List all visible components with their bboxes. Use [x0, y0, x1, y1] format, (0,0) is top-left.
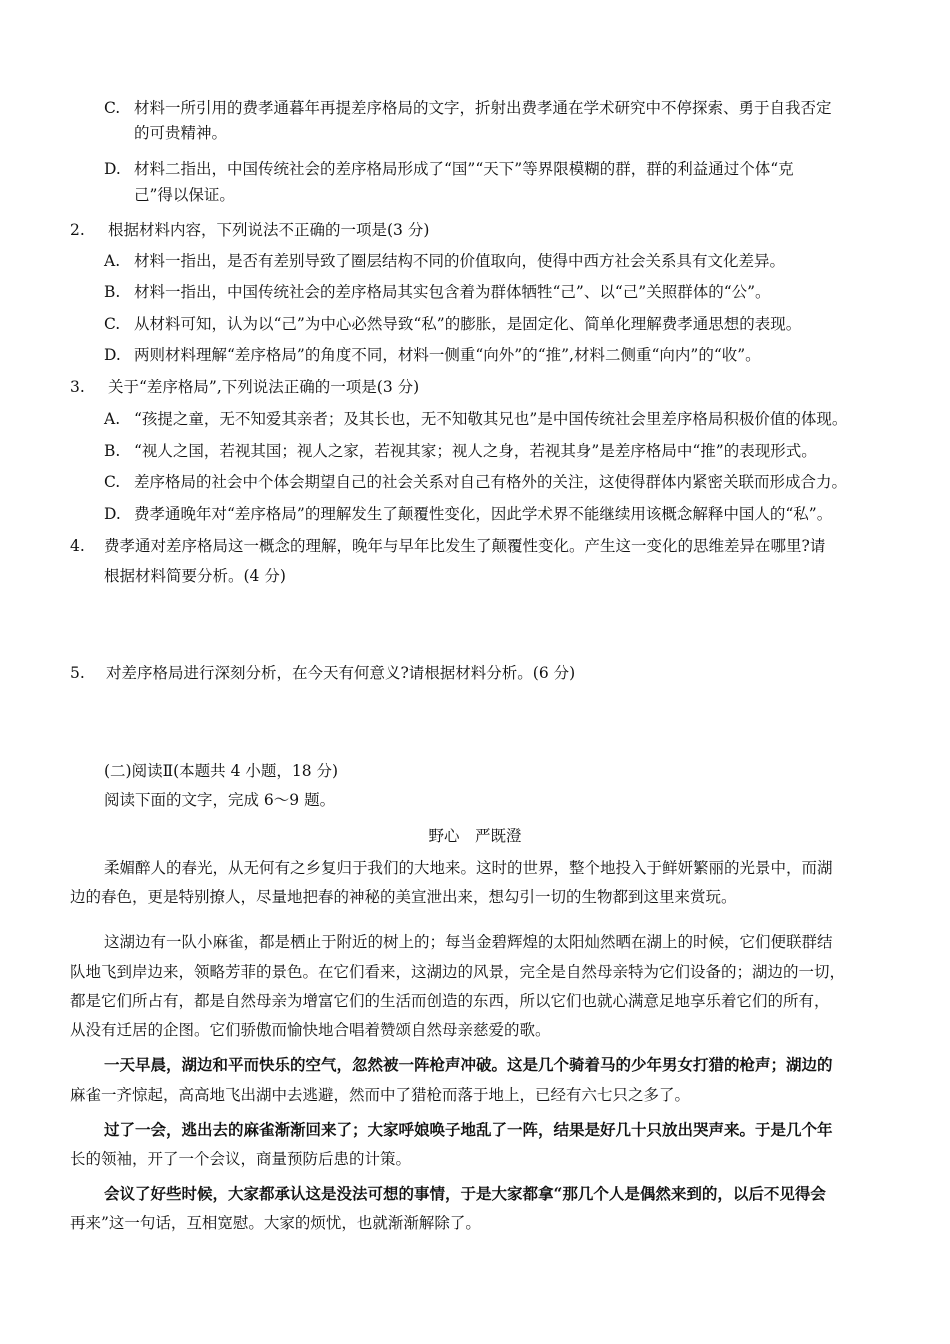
passage-p5-line2: 再来”这一句话，互相宽慰。大家的烦忧，也就渐渐解除了。 — [70, 1214, 481, 1232]
q2-stem: 根据材料内容，下列说法不正确的一项是(3 分) — [108, 221, 430, 239]
q2-number: 2. — [70, 221, 85, 239]
passage-p5-line1: 会议了好些时候，大家都承认这是没法可想的事情，于是大家都拿“那几个人是偶然来到的，以后不见得会 — [104, 1184, 826, 1203]
passage-p4-line2: 长的领袖，开了一个会议，商量预防后患的计策。 — [70, 1150, 412, 1168]
passage-p3-line2: 麻雀一齐惊起，高高地飞出湖中去逃避，然而中了猎枪而落于地上，已经有六七只之多了。 — [70, 1086, 691, 1104]
q3-stem: 关于“差序格局”,下列说法正确的一项是(3 分) — [108, 378, 420, 396]
q1-option-c-text: 材料一所引用的费孝通暮年再提差序格局的文字，折射出费孝通在学术研究中不停探索、勇于自我否定 — [134, 99, 832, 117]
q2-option-a-label: A. — [104, 252, 121, 270]
passage-p2-line4: 从没有迁居的企图。它们骄傲而愉快地合唱着赞颂自然母亲慈爱的歌。 — [70, 1021, 551, 1039]
section-instruction: 阅读下面的文字，完成 6～9 题。 — [104, 791, 336, 809]
q2-option-b-label: B. — [104, 283, 121, 301]
q2-option-d-label: D. — [104, 346, 121, 364]
passage-p3-line1: 一天早晨，湖边和平而快乐的空气，忽然被一阵枪声冲破。这是几个骑着马的少年男女打猎的枪声；湖边的 — [104, 1055, 833, 1074]
q2-option-d-text: 两则材料理解“差序格局”的角度不同，材料一侧重“向外”的“推”,材料二侧重“向内”的“收”。 — [134, 346, 761, 364]
passage-p2-line3: 都是它们所占有，都是自然母亲为增富它们的生活而创造的东西，所以它们也就心满意足地享乐着它们的所有， — [70, 992, 830, 1010]
q3-option-d-text: 费孝通晚年对“差序格局”的理解发生了颠覆性变化，因此学术界不能继续用该概念解释中国人的“私”。 — [134, 505, 833, 523]
passage-p1-line1: 柔媚醉人的春光，从无何有之乡复归于我们的大地来。这时的世界，整个地投入于鲜妍繁丽的光景中，而湖 — [104, 859, 833, 877]
q3-number: 3. — [70, 378, 85, 396]
q1-option-d-label: D. — [104, 160, 121, 178]
q3-option-d-label: D. — [104, 505, 121, 523]
section-heading: (二)阅读Ⅱ(本题共 4 小题，18 分) — [104, 762, 339, 780]
q3-option-c-label: C. — [104, 473, 121, 491]
q4-text-line1: 费孝通对差序格局这一概念的理解，晚年与早年比发生了颠覆性变化。产生这一变化的思维差异在哪里?请 — [104, 537, 826, 555]
q2-option-c-text: 从材料可知，认为以“己”为中心必然导致“私”的膨胀，是固定化、简单化理解费孝通思想的表现。 — [134, 315, 802, 333]
q5-text: 对差序格局进行深刻分析，在今天有何意义?请根据材料分析。(6 分) — [106, 664, 576, 682]
q2-option-b-text: 材料一指出，中国传统社会的差序格局其实包含着为群体牺牲“己”、以“己”关照群体的“公”。 — [134, 283, 771, 301]
q1-option-d-text-cont: 己”得以保证。 — [134, 186, 235, 204]
q1-option-c-text-cont: 的可贵精神。 — [134, 124, 228, 142]
q1-option-c-label: C. — [104, 99, 121, 117]
q4-text-line2: 根据材料简要分析。(4 分) — [104, 567, 286, 585]
q5-number: 5. — [70, 664, 85, 682]
q3-option-a-text: “孩提之童，无不知爱其亲者；及其长也，无不知敬其兄也”是中国传统社会里差序格局积极价值的体现。 — [134, 410, 848, 428]
q3-option-b-label: B. — [104, 442, 121, 460]
q2-option-c-label: C. — [104, 315, 121, 333]
passage-p2-line1: 这湖边有一队小麻雀，都是栖止于附近的树上的；每当金碧辉煌的太阳灿然晒在湖上的时候，它们便联群结 — [104, 933, 833, 951]
q1-option-d-text: 材料二指出，中国传统社会的差序格局形成了“国”“天下”等界限模糊的群，群的利益通过个体“克 — [134, 160, 794, 178]
passage-p1-line2: 边的春色，更是特别撩人，尽量地把春的神秘的美宣泄出来，想勾引一切的生物都到这里来赏玩。 — [70, 888, 737, 906]
q3-option-b-text: “视人之国，若视其国；视人之家，若视其家；视人之身，若视其身”是差序格局中“推”的表现形式。 — [134, 442, 817, 460]
passage-p4-line1: 过了一会，逃出去的麻雀渐渐回来了；大家呼娘唤子地乱了一阵，结果是好几十只放出哭声来。于是几个年 — [104, 1120, 833, 1139]
q3-option-a-label: A. — [104, 410, 121, 428]
q4-number: 4. — [70, 537, 85, 555]
passage-title: 野心 严既澄 — [428, 827, 522, 845]
q3-option-c-text: 差序格局的社会中个体会期望自己的社会关系对自己有格外的关注，这使得群体内紧密关联而形成合力。 — [134, 473, 848, 491]
q2-option-a-text: 材料一指出，是否有差别导致了圈层结构不同的价值取向，使得中西方社会关系具有文化差异。 — [134, 252, 786, 270]
passage-p2-line2: 队地飞到岸边来，领略芳菲的景色。在它们看来，这湖边的风景，完全是自然母亲特为它们设备的；湖边的一切， — [70, 963, 846, 981]
